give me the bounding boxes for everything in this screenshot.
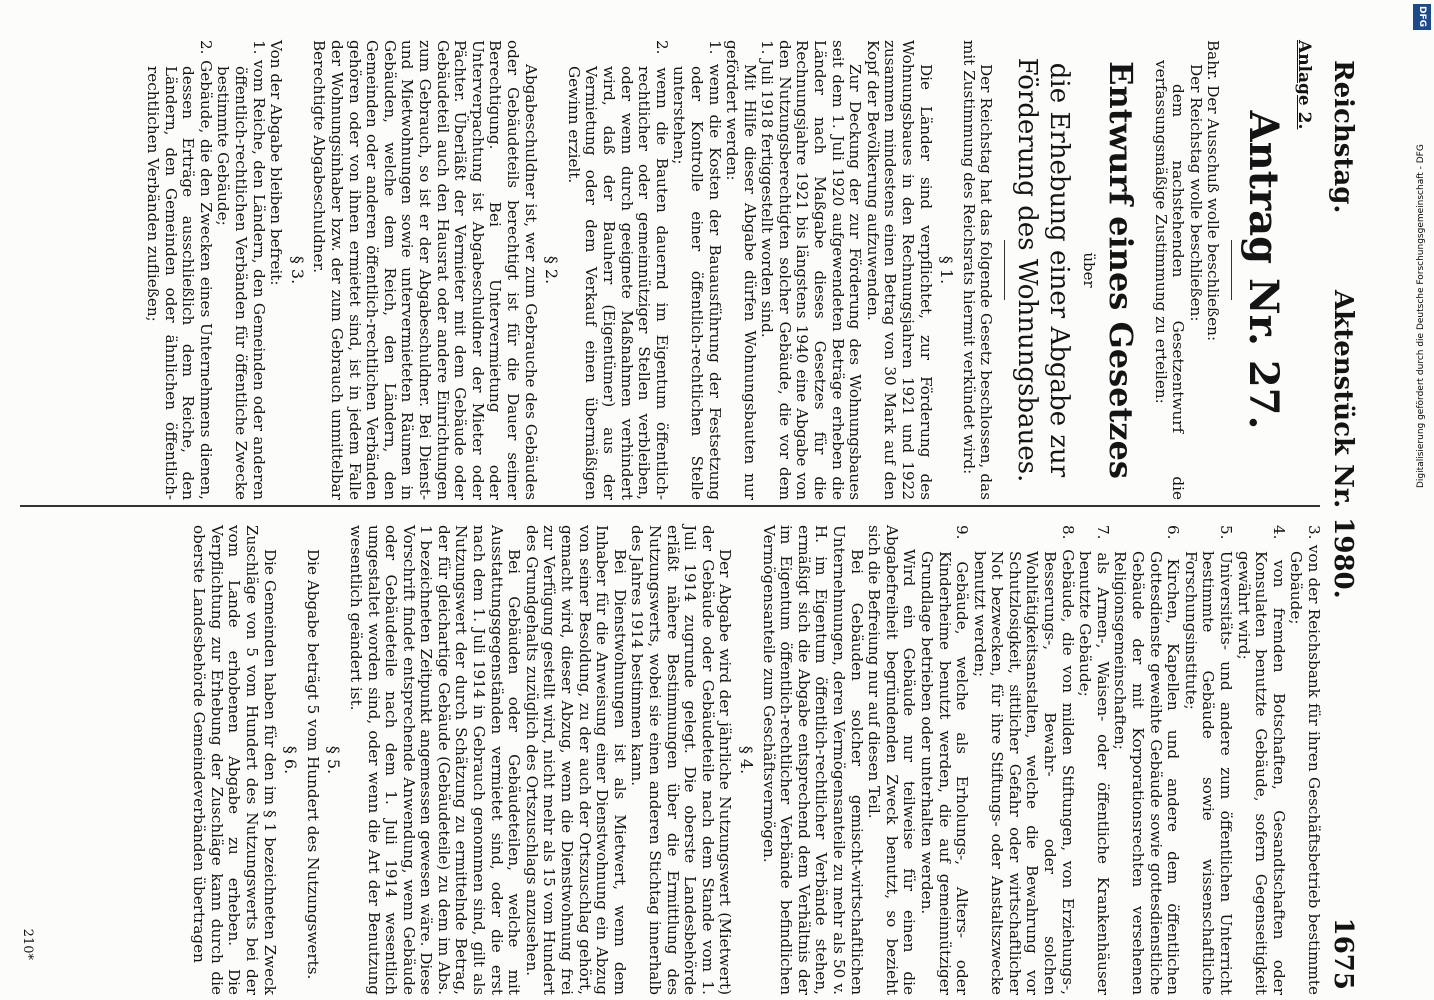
- anlage-label: Anlage 2.: [1294, 40, 1314, 130]
- left-column: [144, 40, 1322, 500]
- paragraph: Von der Abgabe bleiben befreit:: [267, 40, 286, 286]
- section-4: § 4.: [737, 745, 756, 775]
- section-1: § 1.: [937, 255, 957, 285]
- list-item: 4. von fremden Botschaften, Gesandtschaften oder Konsulaten benutzte Gebäude, sofern Gegenseitigkeit gewährt wird;: [1234, 525, 1288, 995]
- paragraph: Die Abgabe beträgt 5 vom Hundert des Nutzungswerts.: [303, 549, 322, 980]
- subtitle-rule: [1004, 240, 1005, 300]
- list-item: 1. vom Reiche, den Ländern, den Gemeinden oder anderen öffentlich-rechtlichen Verbänden für öffentliche Zwecke bestimmte Gebäude;: [214, 40, 268, 500]
- column-divider: [20, 505, 1320, 507]
- list-item: 5. Universitäts- und andere zum öffentlichen Unterricht bestimmte Gebäude sowie wissenschaftliche Forschungsinstitute;: [1181, 525, 1236, 995]
- section-6: § 6.: [281, 745, 301, 775]
- list-item: 9. Gebäude, welche als Erholungs-, Alters- oder Kinderheime benutzt werden, die auf gemeinnütziger Grundlage betrieben oder unterhalten werden.: [917, 525, 972, 995]
- intro-paragraph: Der Reichstag hat das folgende Gesetz beschlossen, das mit Zustimmung des Reichsrats hiermit verkündet wird:: [959, 40, 996, 500]
- law-subtitle: die Erhebung einer Abgabe zur Förderung des Wohnungsbaues.: [1012, 57, 1075, 483]
- list-item: 7. als Armen-, Waisen- oder öffentliche Krankenhäuser benutzte Gebäude;: [1076, 525, 1112, 995]
- page-header: [1328, 0, 1420, 1000]
- header-aktenstueck: Aktenstück Nr. 1980.: [1328, 290, 1358, 599]
- footer-signature: 210*: [20, 928, 35, 960]
- paragraph: Mit Hilfe dieser Abgabe dürfen Wohnungsbauten nur gefördert werden:: [723, 40, 759, 500]
- list-item: 6. Kirchen, Kapellen und andere dem öffentlichen Gottesdienste geweihte Gebäude sowie gottesdienstliche Gebäude der mit Korporationsrechten versehenen Religionsgemeinschaften;: [1111, 525, 1183, 995]
- title-rule: [1231, 240, 1232, 300]
- header-page-number: 1675: [1328, 917, 1358, 990]
- header-reichstag: Reichstag.: [1328, 60, 1358, 214]
- antrag-title: Antrag Nr. 27.: [1240, 110, 1288, 430]
- dfg-logo: DFG: [1413, 4, 1431, 30]
- ueber-text: über: [1080, 252, 1099, 288]
- list-item: 3. von der Reichsbank für ihren Geschäftsbetrieb bestimmte Gebäude;: [1287, 525, 1323, 995]
- bahr-line-3: dem nachstehenden Gesetzentwurf die verfassungsmäßige Zustimmung zu erteilen:: [1151, 60, 1188, 500]
- paragraph: Zur Deckung der zur Förderung des Wohnungsbaues seit dem 1. Juli 1920 aufgewendeten Beträge erheben die Länder nach Maßgabe dieses Gesetzes für die Rechnungsjahre 1921 bis längstens 1940 eine Abgabe von den Nutzungsberechtigten solcher Gebäude, die vor dem 1. Juli 1918 fertiggestellt worden sind.: [758, 40, 865, 500]
- paragraph: Bei Gebäuden oder Gebäudeteilen, welche mit Ausstattungsgegenständen vermietet sind, oder die erst nach dem 1. Juli 1914 in Gebrauch genommen sind, gilt als Nutzungswert der durch Schätzung zu ermittelnde Betrag, der für gleichartige Gebäude (Gebäudeteile) zu dem im Abs. 1 bezeichneten Zeitpunkt angemessen gewesen wäre. Diese Vorschrift findet entsprechende Anwendung, wenn Gebäude oder Gebäudeteile nach dem 1. Juli 1914 wesentlich umgestaltet worden sind, oder wenn die Art der Benutzung wesentlich geändert ist.: [346, 525, 524, 995]
- bahr-line-2: Der Reichstag wolle beschließen:: [1186, 64, 1205, 322]
- digitization-note: Digitalisierung gefördert durch die Deutsche Forschungsgemeinschaft - DFG: [1416, 144, 1426, 488]
- bahr-line-1: Bahr. Der Ausschuß wolle beschließen:: [1204, 40, 1223, 342]
- list-item: 1. wenn die Kosten der Bauausführung der Festsetzung oder Kontrolle einer öffentlich-rechtlichen Stelle unterstehen;: [670, 40, 724, 500]
- list-item: 8. Gebäude, die von milden Stiftungen, von Erziehungs-, Besserungs-, Bewahr- oder solchen Wohltätigkeitsanstalten, welche die Bewahrung vor Schutzlosigkeit, sittlicher Gefahr oder wirtschaftlicher Not bezwecken, für ihre Stiftungs- oder Anstaltszwecke benutzt werden;: [970, 525, 1077, 995]
- section-3: § 3.: [287, 255, 307, 285]
- section-5: § 5.: [324, 745, 344, 775]
- right-column: [190, 525, 1322, 995]
- paragraph: Bei Dienstwohnungen ist als Mietwert, wenn dem Inhaber für die Anweisung einer Dienstwohnung ein Abzug von seiner Besoldung, zu der auch der Ortszuschlag gehört, gemacht wird, dieser Abzug, wenn die Dienstwohnung frei zur Verfügung gestellt wird, nicht mehr als 15 vom Hundert des Grundgehalts zuzüglich des Ortszuschlags anzusehen.: [522, 525, 629, 995]
- paragraph: Abgabeschuldner ist, wer zum Gebrauche des Gebäudes oder Gebäudeteils berechtigt ist für die Dauer seiner Berechtigung. Bei Untervermietung oder Unterverpachtung ist Abgabeschuldner der Mieter oder Pächter. Überläßt der Vermieter mit dem Gebäude oder Gebäudeteil auch den Hausrat oder andere Einrichtungen zum Gebrauch, so ist er der Abgabeschuldner. Bei Dienst- und Mietwohnungen sowie untervermieteten Räumen in Gebäuden, welche dem Reich, den Ländern, den Gemeinden oder anderen öffentlich-rechtlichen Verbänden gehören oder von ihnen ermietet sind, ist in jedem Falle der Wohnungsinhaber bzw. der zum Gebrauch unmittelbar Berechtigte Abgabeschuldner.: [310, 40, 540, 500]
- paragraph: Die Länder sind verpflichtet, zur Förderung des Wohnungsbaues in den Rechnungsjahren 1921 und 1922 zusammen mindestens einen Betrag von 30 Mark auf den Kopf der Bevölkerung aufzuwenden.: [863, 40, 935, 500]
- section-2: § 2.: [542, 255, 562, 285]
- paragraph: Der Abgabe wird der jährliche Nutzungswert (Mietwert) der Gebäude oder Gebäudeteile nach dem Stande vom 1. Juli 1914 zugrunde gelegt. Die oberste Landesbehörde erläßt nähere Bestimmungen über die Ermittlung des Nutzungswerts, wobei sie einen anderen Stichtag innerhalb des Jahres 1914 bestimmen kann.: [628, 525, 735, 995]
- paragraph: Die Gemeinden haben für den im § 1 bezeichneten Zweck Zuschläge von 5 vom Hundert des Nutzungswerts bei der vom Lande erhobenen Abgabe zu erheben. Die Verpflichtung zur Erhebung der Zuschläge kann durch die oberste Landesbehörde Gemeindeverbänden übertragen: [190, 525, 279, 995]
- paragraph: Bei Gebäuden solcher gemischt-wirtschaftlichen Unternehmungen, deren Vermögensanteile zu mehr als 50 v. H. im Eigentum öffentlich-rechtlicher Verbände stehen, ermäßigt sich die Abgabe entsprechend dem Verhältnis der im Eigentum öffentlich-rechtlicher Verbände befindlichen Vermögensanteile zum Geschäftsvermögen.: [759, 525, 866, 995]
- paragraph: Wird ein Gebäude nur teilweise für einen die Abgabefreiheit begründenden Zweck benutzt, so bezieht sich die Befreiung nur auf diesen Teil.: [865, 525, 919, 995]
- list-item: 2. wenn die Bauten dauernd im Eigentum öffentlich-rechtlicher oder gemeinnütziger Stellen verbleiben, oder wenn durch geeignete Maßnahmen verhindert wird, daß der Bauherr (Eigentümer) aus der Vermietung oder dem Verkauf einen übermäßigen Gewinn erzielt.: [564, 40, 671, 500]
- entwurf-heading: Entwurf eines Gesetzes: [1102, 61, 1141, 479]
- list-item: 2. Gebäude, die den Zwecken eines Unternehmens dienen, dessen Erträge ausschließlich dem Reiche, den Ländern, den Gemeinden oder ähnlichen öffentlich-rechtlichen Verbänden zufließen;: [144, 40, 215, 500]
